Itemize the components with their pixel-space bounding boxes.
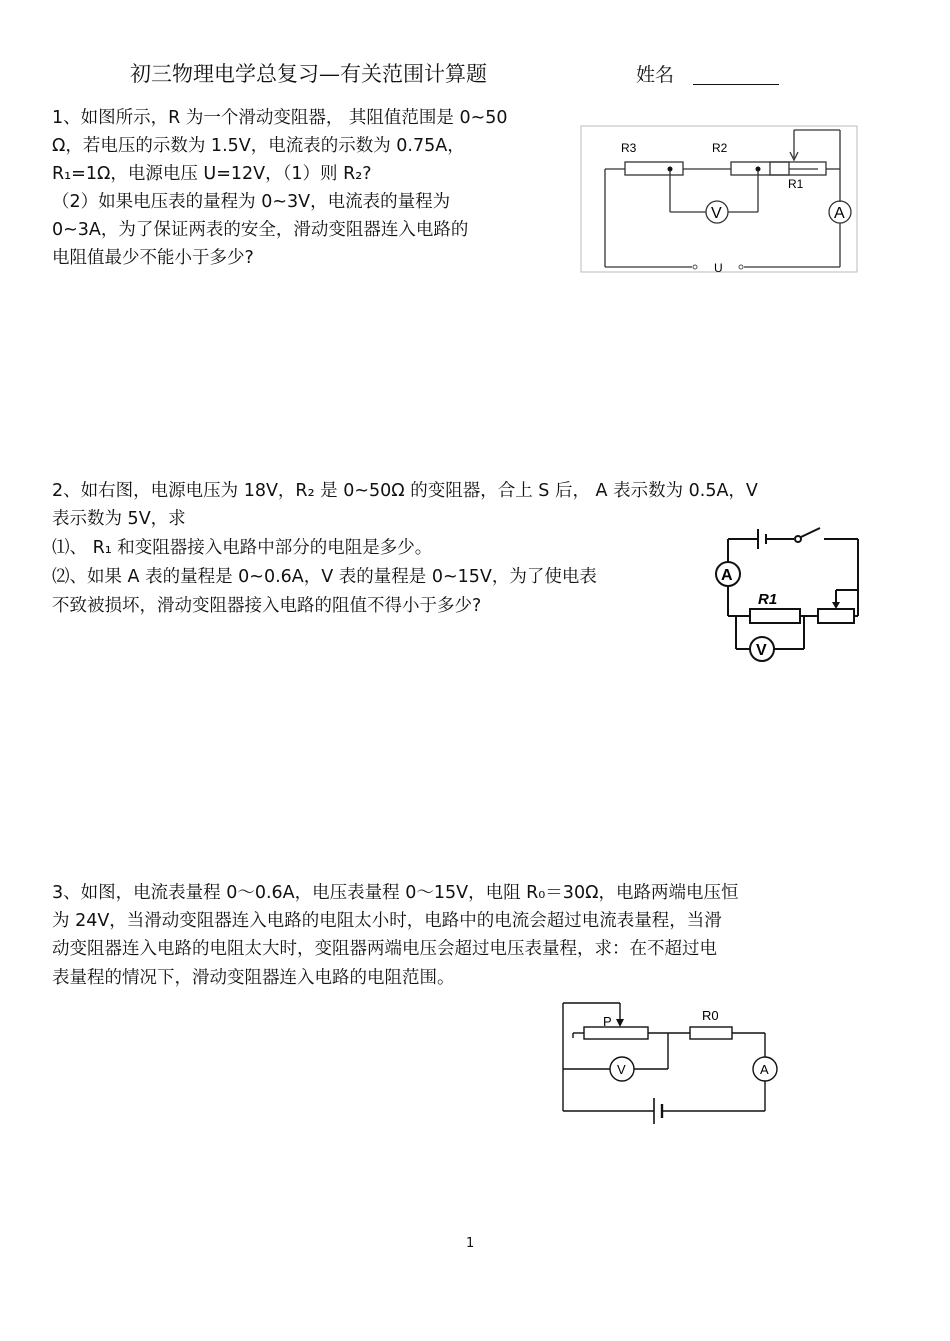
r3-resistor (625, 162, 683, 175)
q1-line-6: 电阻值最少不能小于多少? (52, 248, 254, 268)
page-title: 初三物理电学总复习—有关范围计算题 (130, 62, 487, 86)
r1-label: R1 (758, 591, 778, 608)
q1-line-2: Ω，若电压的示数为 1.5V，电流表的示数为 0.75A， (52, 136, 465, 156)
voltmeter-label: V (617, 1062, 626, 1077)
r0-resistor (690, 1027, 732, 1039)
q3-line-2: 为 24V，当滑动变阻器连入电路的电阻太小时，电路中的电流会超过电流表量程，当滑 (52, 911, 722, 931)
q2-line-2: 表示数为 5V，求 (52, 509, 186, 529)
q2-line-3: ⑴、 R₁ 和变阻器接入电路中部分的电阻是多少。 (52, 538, 433, 558)
q2-circuit-diagram (708, 524, 868, 664)
q1-line-4: （2）如果电压表的量程为 0~3V，电流表的量程为 (52, 192, 451, 212)
q3-circuit-diagram (556, 998, 786, 1133)
q1-circuit-diagram (578, 122, 860, 278)
rheostat (818, 609, 854, 623)
name-label: 姓名 (636, 64, 675, 86)
rheostat (584, 1027, 648, 1039)
slider-label: P (603, 1014, 612, 1029)
r1-resistor (750, 609, 800, 623)
source-label: U (714, 261, 723, 275)
q3-line-3: 动变阻器连入电路的电阻太大时，变阻器两端电压会超过电压表量程，求：在不超过电 (52, 939, 717, 959)
ammeter-label: A (721, 567, 733, 584)
ammeter-label: A (760, 1062, 769, 1077)
r3-label: R3 (621, 141, 637, 155)
q1-line-5: 0~3A，为了保证两表的安全，滑动变阻器连入电路的 (52, 220, 469, 240)
name-blank-line (693, 84, 779, 85)
q1-line-3: R₁=1Ω，电源电压 U=12V，（1）则 R₂? (52, 164, 372, 184)
q2-line-4: ⑵、如果 A 表的量程是 0~0.6A，V 表的量程是 0~15V，为了使电表 (52, 567, 597, 587)
voltmeter-label: V (756, 642, 767, 659)
r1-label: R1 (788, 177, 804, 191)
q3-line-1: 3、如图，电流表量程 0～0.6A，电压表量程 0～15V，电阻 R₀＝30Ω，电路两端电压恒 (52, 883, 739, 903)
voltmeter-label: V (711, 205, 722, 222)
ammeter-label: A (834, 205, 845, 222)
q3-line-4: 表量程的情况下，滑动变阻器连入电路的电阻范围。 (52, 968, 455, 988)
page-number: 1 (466, 1236, 475, 1251)
r0-label: R0 (702, 1008, 719, 1023)
q2-line-1: 2、如右图，电源电压为 18V，R₂ 是 0~50Ω 的变阻器，合上 S 后， A 表示数为 0.5A，V (52, 481, 758, 501)
q2-line-5: 不致被损坏，滑动变阻器接入电路的阻值不得小于多少? (52, 596, 482, 616)
q1-line-1: 1、如图所示，R 为一个滑动变阻器， 其阻值范围是 0~50 (52, 108, 508, 128)
r2-label: R2 (712, 141, 728, 155)
